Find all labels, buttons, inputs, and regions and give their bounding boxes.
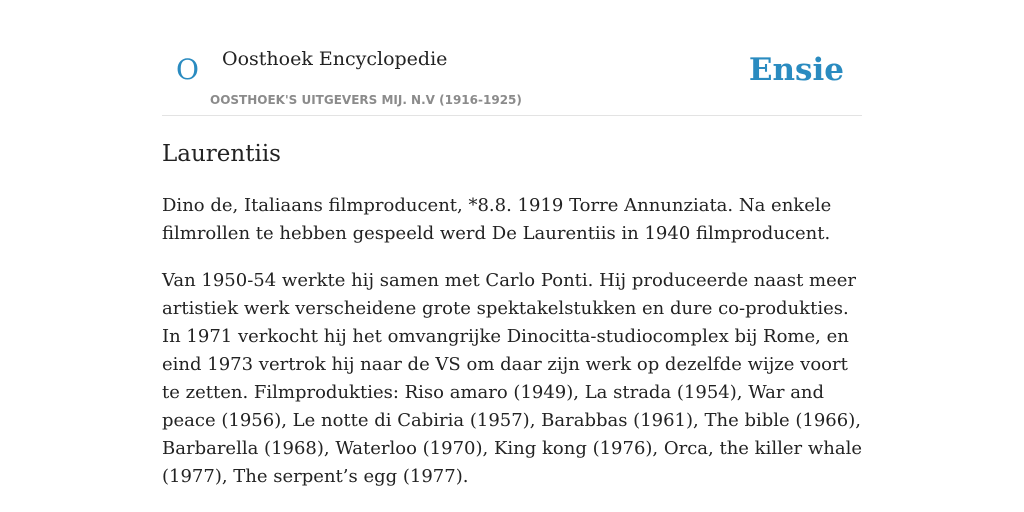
- publisher-label: OOSTHOEK'S UITGEVERS MIJ. N.V (1916-1925): [210, 93, 522, 107]
- entry-title: Laurentiis: [162, 141, 281, 167]
- oosthoek-logo[interactable]: O: [176, 53, 199, 86]
- site-title-link[interactable]: Oosthoek Encyclopedie: [222, 48, 448, 70]
- ensie-logo-link[interactable]: Ensie: [748, 52, 844, 88]
- entry-paragraph: Van 1950-54 werkte hij samen met Carlo Ponti. Hij produceerde naast meer artistiek werk verscheidene grote spektakelstukken en dure co-produkties. In 1971 verkocht hij het omvangrijke Dinocitta-studiocomplex bij Rome, en eind 1973 vertrok hij naar de VS om daar zijn werk op dezelfde wijze voort te zetten. Filmprodukties: Riso amaro (1949), La strada (1954), War and peace (1956), Le notte di Cabiria (1957), Barabbas (1961), The bible (1966), Barbarella (1968), Waterloo (1970), King kong (1976), Orca, the killer whale (1977), The serpent’s egg (1977).: [162, 270, 862, 487]
- entry-paragraph: Dino de, Italiaans filmproducent, *8.8. 1919 Torre Annunziata. Na enkele filmrollen te hebben gespeeld werd De Laurentiis in 1940 filmproducent.: [162, 195, 832, 244]
- site-header: [162, 30, 862, 116]
- entry-body: [162, 192, 862, 510]
